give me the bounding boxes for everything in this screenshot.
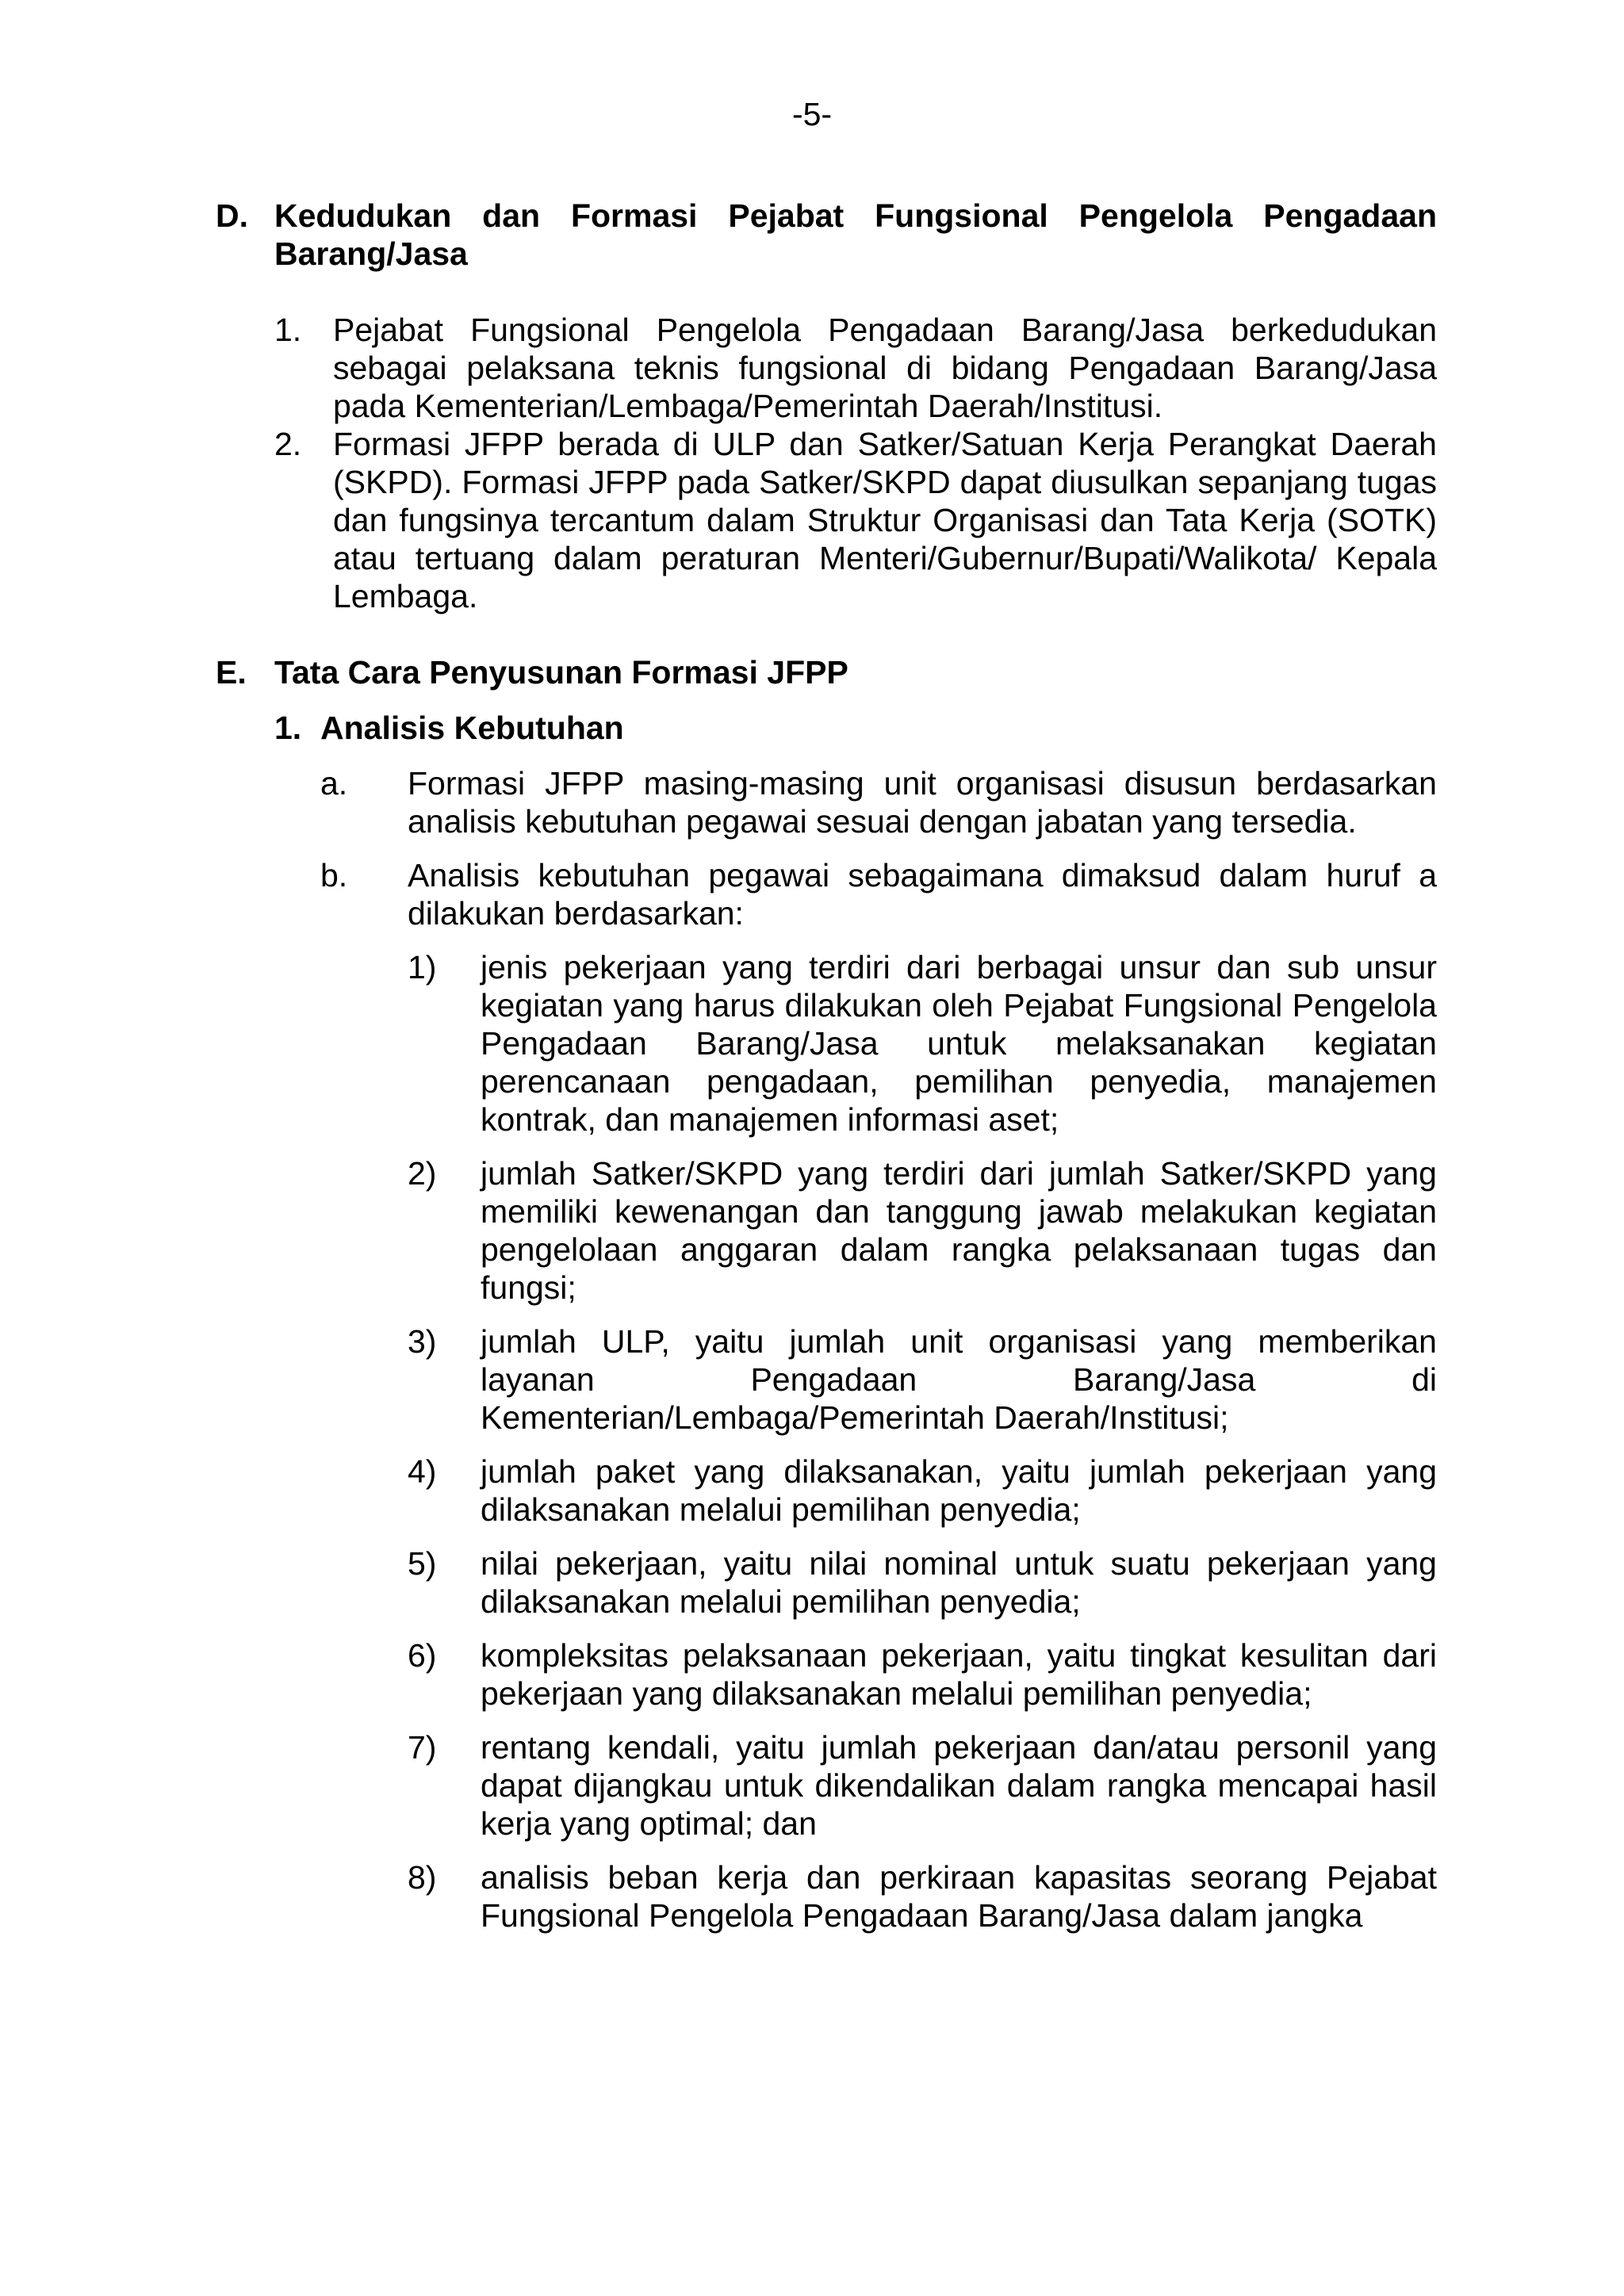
- criteria-item-number: 6): [408, 1637, 437, 1674]
- criteria-item: [408, 1154, 1437, 1307]
- criteria-item: [408, 948, 1437, 1138]
- section-e-title: Tata Cara Penyusunan Formasi JFPP: [274, 654, 848, 691]
- criteria-item-number: 3): [408, 1323, 437, 1360]
- alpha-item: [320, 856, 1437, 932]
- criteria-item-text: jumlah Satker/SKPD yang terdiri dari jumlah Satker/SKPD yang memiliki kewenangan dan tanggung jawab melakukan kegiatan pengelolaan anggaran dalam rangka pelaksanaan tugas dan fungsi;: [481, 1155, 1437, 1306]
- alpha-item-text: Formasi JFPP masing-masing unit organisasi disusun berdasarkan analisis kebutuhan pegawai sesuai dengan jabatan yang tersedia.: [408, 765, 1437, 840]
- criteria-item: [408, 1544, 1437, 1621]
- criteria-item: [408, 1452, 1437, 1529]
- criteria-item-text: rentang kendali, yaitu jumlah pekerjaan dan/atau personil yang dapat dijangkau untuk dikendalikan dalam rangka mencapai hasil kerja yang optimal; dan: [481, 1729, 1437, 1842]
- alpha-item-letter: b.: [320, 857, 348, 894]
- criteria-list: [408, 948, 1437, 1934]
- criteria-item-number: 1): [408, 949, 437, 985]
- criteria-item-text: jenis pekerjaan yang terdiri dari berbagai unsur dan sub unsur kegiatan yang harus dilakukan oleh Pejabat Fungsional Pengelola Pengadaan Barang/Jasa untuk melaksanakan kegiatan perencanaan pengadaan, pemilihan penyedia, manajemen kontrak, dan manajemen informasi aset;: [481, 949, 1437, 1138]
- section-d-list: [274, 311, 1437, 615]
- document-body: [216, 197, 1437, 1934]
- section-d-heading: [216, 197, 1437, 273]
- subsection-number: 1.: [274, 710, 302, 746]
- list-item: [274, 425, 1437, 615]
- criteria-item-text: kompleksitas pelaksanaan pekerjaan, yaitu tingkat kesulitan dari pekerjaan yang dilaksanakan melalui pemilihan penyedia;: [481, 1637, 1437, 1712]
- criteria-item-number: 8): [408, 1859, 437, 1896]
- alpha-item: [320, 764, 1437, 840]
- criteria-item-text: jumlah paket yang dilaksanakan, yaitu jumlah pekerjaan yang dilaksanakan melalui pemilihan penyedia;: [481, 1453, 1437, 1528]
- criteria-item: [408, 1728, 1437, 1843]
- list-item-text: Pejabat Fungsional Pengelola Pengadaan Barang/Jasa berkedudukan sebagai pelaksana teknis fungsional di bidang Pengadaan Barang/Jasa pada Kementerian/Lembaga/Pemerintah Daerah/Institusi.: [333, 312, 1437, 424]
- criteria-item: [408, 1322, 1437, 1437]
- criteria-item-number: 5): [408, 1545, 437, 1582]
- list-item: [274, 311, 1437, 425]
- criteria-item-number: 2): [408, 1155, 437, 1192]
- criteria-item-text: nilai pekerjaan, yaitu nilai nominal untuk suatu pekerjaan yang dilaksanakan melalui pemilihan penyedia;: [481, 1545, 1437, 1620]
- subsection-heading: [274, 709, 1437, 747]
- criteria-item-text: analisis beban kerja dan perkiraan kapasitas seorang Pejabat Fungsional Pengelola Pengadaan Barang/Jasa dalam jangka: [481, 1859, 1437, 1934]
- criteria-item-number: 7): [408, 1729, 437, 1766]
- list-item-number: 1.: [274, 312, 302, 348]
- section-e-heading: [216, 653, 1437, 691]
- alpha-item-letter: a.: [320, 765, 348, 802]
- section-d-letter: D.: [216, 197, 248, 234]
- section-e-letter: E.: [216, 654, 247, 691]
- subsection-title: Analisis Kebutuhan: [320, 710, 624, 746]
- criteria-item-number: 4): [408, 1453, 437, 1490]
- section-d-title: Kedudukan dan Formasi Pejabat Fungsional Pengelola Pengadaan Barang/Jasa: [274, 197, 1437, 272]
- criteria-item: [408, 1858, 1437, 1934]
- list-item-number: 2.: [274, 426, 302, 462]
- list-item-text: Formasi JFPP berada di ULP dan Satker/Satuan Kerja Perangkat Daerah (SKPD). Formasi JFPP pada Satker/SKPD dapat diusulkan sepanjang tugas dan fungsinya tercantum dalam Struktur Organisasi dan Tata Kerja (SOTK) atau tertuang dalam peraturan Menteri/Gubernur/Bupati/Walikota/ Kepala Lembaga.: [333, 426, 1437, 614]
- criteria-item-text: jumlah ULP, yaitu jumlah unit organisasi yang memberikan layanan Pengadaan Barang/Jasa di Kementerian/Lembaga/Pemerintah Daerah/Institusi;: [481, 1323, 1437, 1436]
- alpha-item-text: Analisis kebutuhan pegawai sebagaimana dimaksud dalam huruf a dilakukan berdasarkan:: [408, 857, 1437, 932]
- alpha-list: [320, 764, 1437, 932]
- page-number: -5-: [791, 96, 833, 132]
- criteria-item: [408, 1636, 1437, 1712]
